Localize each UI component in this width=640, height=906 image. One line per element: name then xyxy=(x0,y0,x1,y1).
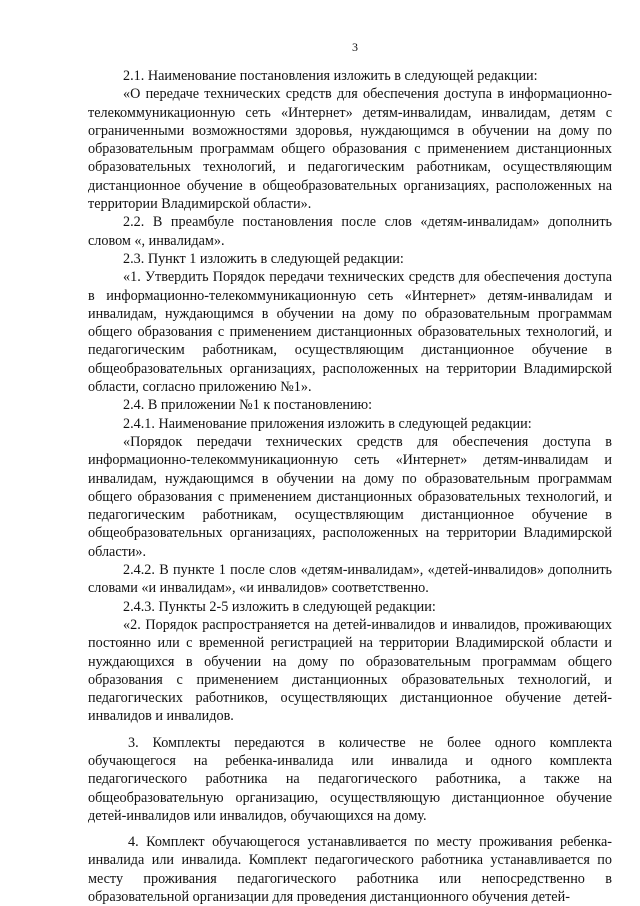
paragraph-point-4: 4. Комплект обучающегося устанавливается по месту проживания ребенка-инвалида или инвалида. Комплект педагогического работника устанавливается по месту проживания педагогического работника или непосредственно в образовательной организации для проведения дистанционного обучения детей- xyxy=(88,834,612,906)
paragraph-2-2: 2.2. В преамбуле постановления после слов «детям-инвалидам» дополнить словом «, инвалидам». xyxy=(88,214,612,249)
paragraph-2-4-1: 2.4.1. Наименование приложения изложить в следующей редакции: xyxy=(123,415,532,432)
paragraph-2-3: 2.3. Пункт 1 изложить в следующей редакции: xyxy=(123,250,404,267)
paragraph-2-1: 2.1. Наименование постановления изложить в следующей редакции: xyxy=(123,68,538,84)
paragraph-appendix-title-quote: «Порядок передачи технических средств для обеспечения доступа в информационно-телекоммуникационную сеть «Интернет» детям-инвалидам и инвалидам, нуждающимся в обучении на дому по образовательным программам общего образования с применением дистанционных образовательных технологий, и педагогическим работникам, осуществляющим дистанционное обучение в общеобразовательных организациях, расположенных на территории Владимирской области». xyxy=(88,433,612,560)
paragraph-point-1-quote: «1. Утвердить Порядок передачи технических средств для обеспечения доступа в информационно-телекоммуникационную сеть «Интернет» детям-инвалидам и инвалидам, нуждающимся в обучении на дому по образовательным программам общего образования с применением дистанционных образовательных технологий, и педагогическим работникам, осуществляющим дистанционное обучение в общеобразовательных организациях, расположенных на территории Владимирской области, согласно приложению №1». xyxy=(88,269,612,396)
page-number: 3 xyxy=(352,40,358,54)
paragraph-2-4-3: 2.4.3. Пункты 2-5 изложить в следующей редакции: xyxy=(123,598,436,615)
paragraph-2-4: 2.4. В приложении №1 к постановлению: xyxy=(123,397,373,414)
paragraph-title-quote: «О передаче технических средств для обеспечения доступа в информационно-телекоммуникационную сеть «Интернет» детям-инвалидам, инвалидам, детям с ограниченными возможностями здоровья, нуждающимся в обучении на дому по образовательным программам общего образования с применением дистанционных образовательных технологий, и педагогическим работникам, осуществляющим дистанционное обучение в общеобразовательных организациях, расположенных на территории Владимирской области». xyxy=(88,86,612,213)
paragraph-point-2: «2. Порядок распространяется на детей-инвалидов и инвалидов, проживающих постоянно или с временной регистрацией на территории Владимирской области и нуждающихся в обучении на дому по образовательным программам общего образования с применением дистанционных образовательных технологий, и педагогических работников, осуществляющих дистанционное обучение детей-инвалидов и инвалидов. xyxy=(88,616,612,725)
paragraph-2-4-2: 2.4.2. В пункте 1 после слов «детям-инвалидам», «детей-инвалидов» дополнить словами «и инвалидам», «и инвалидов» соответственно. xyxy=(88,562,612,597)
paragraph-point-3: 3. Комплекты передаются в количестве не более одного комплекта обучающегося на ребенка-инвалида или инвалида и одного комплекта педагогического работника на педагогического работника, а также на общеобразовательную организацию, осуществляющую дистанционное обучение детей-инвалидов или инвалидов, обучающихся на дому. xyxy=(88,734,612,824)
